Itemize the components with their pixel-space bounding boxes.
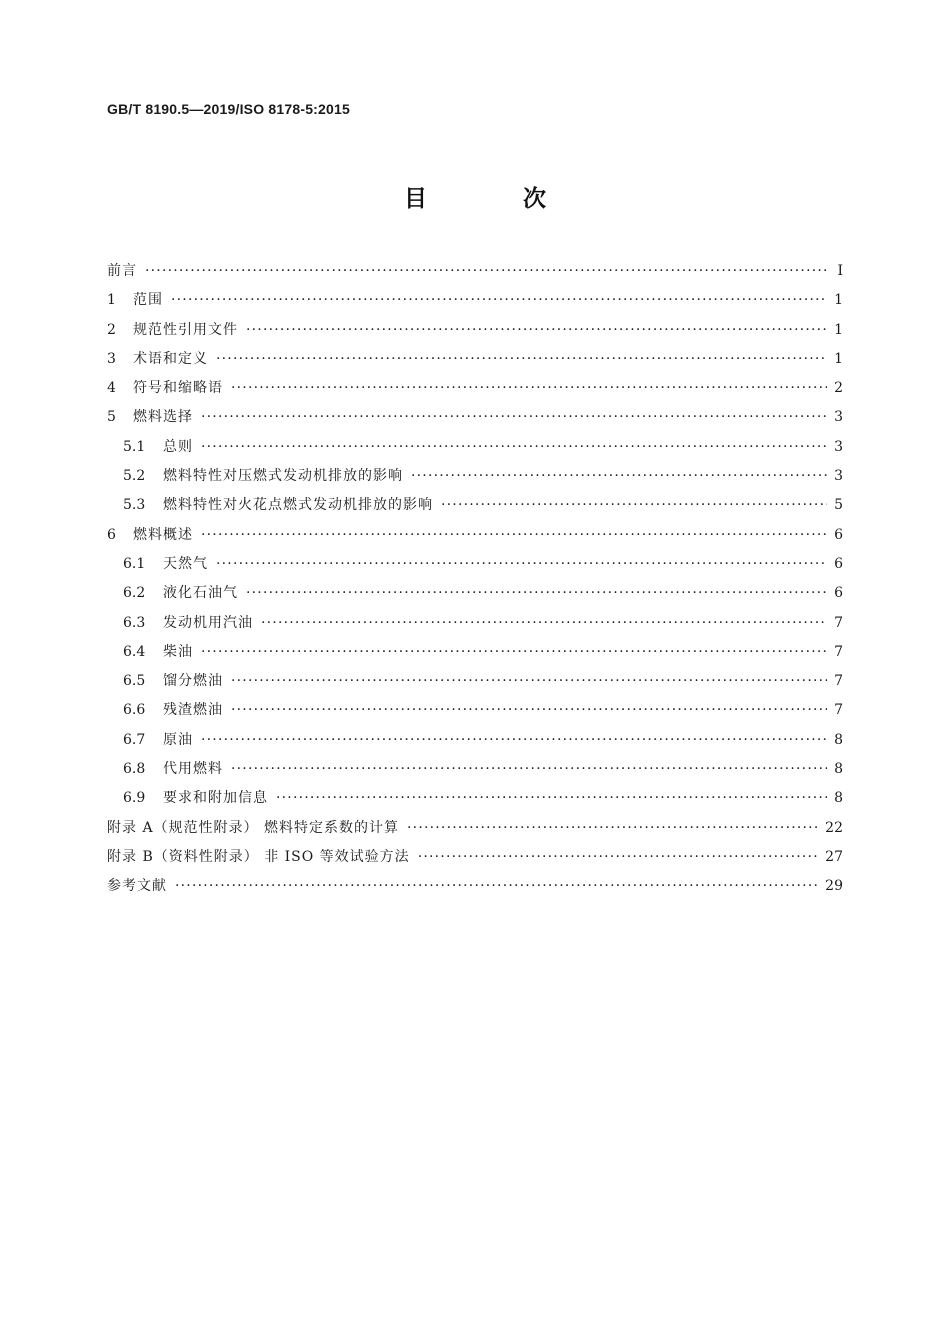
toc-leader-dots xyxy=(231,696,827,725)
toc-entry-number: 6.6 xyxy=(123,702,146,719)
toc-entry[interactable] xyxy=(107,667,843,696)
page-title: 目 次 xyxy=(403,186,590,212)
toc-leader-dots xyxy=(201,433,827,462)
toc-entry-label: 发动机用汽油 xyxy=(163,614,253,631)
toc-entry[interactable] xyxy=(107,316,843,345)
toc-entry-label: 馏分燃油 xyxy=(163,673,223,690)
standard-code-header: GB/T 8190.5—2019/ISO 8178-5:2015 xyxy=(107,101,350,117)
toc-entry[interactable] xyxy=(107,345,843,374)
toc-entry[interactable] xyxy=(107,550,843,579)
toc-leader-dots xyxy=(231,667,827,696)
toc-entry-page: 7 xyxy=(834,673,843,690)
toc-entry[interactable] xyxy=(107,784,843,813)
toc-entry[interactable] xyxy=(107,462,843,491)
toc-entry-label: 符号和缩略语 xyxy=(133,380,223,397)
toc-entry-page: 6 xyxy=(834,585,843,602)
toc-leader-dots xyxy=(175,872,819,901)
toc-entry-number: 5.3 xyxy=(123,497,146,514)
toc-entry-number: 5 xyxy=(107,409,116,426)
toc-entry-number: 1 xyxy=(107,292,116,309)
toc-leader-dots xyxy=(231,755,827,784)
toc-entry-page: 8 xyxy=(834,761,843,778)
toc-entry-number: 3 xyxy=(107,350,116,367)
toc-entry-label: 总则 xyxy=(163,438,193,455)
toc-entry-label: 范围 xyxy=(133,292,163,309)
toc-entry-label: 燃料概述 xyxy=(133,526,193,543)
toc-leader-dots xyxy=(261,609,827,638)
toc-entry-page: 7 xyxy=(834,614,843,631)
toc-leader-dots xyxy=(231,374,827,403)
toc-entry-label: 附录 A（规范性附录） 燃料特定系数的计算 xyxy=(107,819,400,836)
toc-leader-dots xyxy=(407,814,819,843)
toc-entry-page: 8 xyxy=(834,790,843,807)
toc-leader-dots xyxy=(201,403,827,432)
toc-entry[interactable] xyxy=(107,257,843,286)
toc-entry[interactable] xyxy=(107,872,843,901)
toc-entry-number: 6 xyxy=(107,526,116,543)
toc-entry-page: 29 xyxy=(825,878,843,895)
toc-entry-number: 5.2 xyxy=(123,468,146,485)
toc-entry-label: 天然气 xyxy=(163,555,208,572)
toc-entry-number: 5.1 xyxy=(123,438,146,455)
toc-entry-page: 8 xyxy=(834,731,843,748)
toc-leader-dots xyxy=(246,316,827,345)
toc-entry[interactable] xyxy=(107,726,843,755)
toc-entry-number: 6.2 xyxy=(123,585,146,602)
toc-entry-label: 柴油 xyxy=(163,643,193,660)
toc-entry[interactable] xyxy=(107,374,843,403)
toc-entry-label: 燃料选择 xyxy=(133,409,193,426)
toc-leader-dots xyxy=(441,491,827,520)
toc-leader-dots xyxy=(418,843,819,872)
toc-entry[interactable] xyxy=(107,638,843,667)
toc-entry-number: 6.4 xyxy=(123,643,146,660)
toc-leader-dots xyxy=(145,257,827,286)
toc-leader-dots xyxy=(411,462,827,491)
toc-entry-label: 原油 xyxy=(163,731,193,748)
toc-entry-label: 附录 B（资料性附录） 非 ISO 等效试验方法 xyxy=(107,848,410,865)
toc-entry[interactable] xyxy=(107,286,843,315)
toc-entry-page: 3 xyxy=(834,438,843,455)
toc-entry[interactable] xyxy=(107,491,843,520)
toc-entry-number: 2 xyxy=(107,321,116,338)
toc-entry-label: 前言 xyxy=(107,263,137,279)
toc-entry-page: 3 xyxy=(834,468,843,485)
toc-leader-dots xyxy=(246,579,827,608)
toc-entry[interactable] xyxy=(107,814,843,843)
toc-entry-number: 6.8 xyxy=(123,761,146,778)
toc-entry-page: 1 xyxy=(834,321,843,338)
toc-entry[interactable] xyxy=(107,521,843,550)
toc-entry[interactable] xyxy=(107,755,843,784)
toc-entry-page: 3 xyxy=(834,409,843,426)
toc-entry-number: 6.1 xyxy=(123,555,146,572)
toc-entry-page: 6 xyxy=(834,526,843,543)
toc-entry[interactable] xyxy=(107,579,843,608)
toc-entry-label: 燃料特性对压燃式发动机排放的影响 xyxy=(163,468,403,485)
toc-entry[interactable] xyxy=(107,696,843,725)
toc-entry-page: 6 xyxy=(834,555,843,572)
table-of-contents xyxy=(107,257,843,902)
toc-entry-number: 6.7 xyxy=(123,731,146,748)
toc-entry-label: 残渣燃油 xyxy=(163,702,223,719)
toc-entry-page: 7 xyxy=(834,702,843,719)
toc-entry-page: 2 xyxy=(834,380,843,397)
toc-entry-page: 7 xyxy=(834,643,843,660)
toc-entry-page: 5 xyxy=(834,497,843,514)
toc-leader-dots xyxy=(201,638,827,667)
toc-leader-dots xyxy=(171,286,827,315)
toc-entry[interactable] xyxy=(107,433,843,462)
toc-entry-label: 术语和定义 xyxy=(133,350,208,367)
toc-entry-number: 6.3 xyxy=(123,614,146,631)
toc-leader-dots xyxy=(276,784,827,813)
toc-entry-number: 6.5 xyxy=(123,673,146,690)
toc-entry-label: 液化石油气 xyxy=(163,585,238,602)
toc-leader-dots xyxy=(216,550,827,579)
toc-leader-dots xyxy=(201,521,827,550)
toc-entry-label: 规范性引用文件 xyxy=(133,321,238,338)
toc-entry-page: 1 xyxy=(834,292,843,309)
toc-entry-number: 6.9 xyxy=(123,790,146,807)
toc-entry-label: 要求和附加信息 xyxy=(163,790,268,807)
toc-entry-page: I xyxy=(837,263,843,279)
toc-entry-label: 参考文献 xyxy=(107,878,167,895)
toc-entry-label: 代用燃料 xyxy=(163,761,223,778)
toc-entry[interactable] xyxy=(107,609,843,638)
toc-entry[interactable] xyxy=(107,843,843,872)
toc-entry-number: 4 xyxy=(107,380,116,397)
toc-entry-page: 22 xyxy=(825,819,843,836)
toc-entry-label: 燃料特性对火花点燃式发动机排放的影响 xyxy=(163,497,433,514)
toc-entry-page: 27 xyxy=(825,848,843,865)
toc-leader-dots xyxy=(201,726,827,755)
toc-entry[interactable] xyxy=(107,403,843,432)
toc-entry-page: 1 xyxy=(834,350,843,367)
toc-leader-dots xyxy=(216,345,827,374)
